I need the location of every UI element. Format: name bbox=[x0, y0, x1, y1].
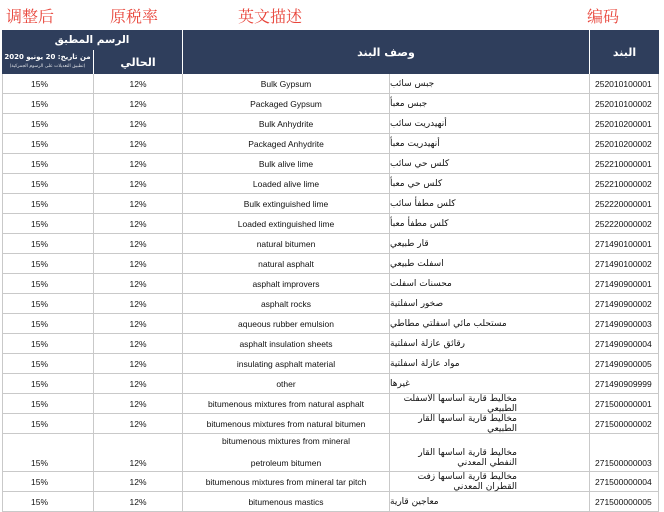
table-row bbox=[2, 74, 659, 94]
item-code-header: البند bbox=[590, 30, 659, 74]
item-code-cell: 271490900002 bbox=[590, 294, 659, 313]
current-rate-cell: 12% bbox=[94, 254, 183, 273]
table-row bbox=[2, 134, 659, 154]
arabic-description-cell: مخاليط قارية اساسها القار النفطي المعدني bbox=[390, 434, 590, 471]
arabic-description-cell: مخاليط قارية اساسها الاسفلت الطبيعي bbox=[390, 394, 590, 413]
adjusted-rate-cell: 15% bbox=[2, 314, 94, 333]
english-description-cell: Packaged Anhydrite bbox=[183, 134, 390, 153]
item-code-cell: 252010200002 bbox=[590, 134, 659, 153]
adjusted-rate-header bbox=[2, 50, 94, 74]
table-row bbox=[2, 274, 659, 294]
current-rate-cell: 12% bbox=[94, 294, 183, 313]
english-description-cell: Loaded extinguished lime bbox=[183, 214, 390, 233]
arabic-description-cell: صخور اسفلتية bbox=[390, 294, 590, 313]
arabic-description-cell: غيرها bbox=[390, 374, 590, 393]
table-row bbox=[2, 174, 659, 194]
applied-fee-header: الرسم المطبق bbox=[2, 30, 183, 50]
adjusted-rate-cell: 15% bbox=[2, 94, 94, 113]
current-rate-cell: 12% bbox=[94, 214, 183, 233]
table-row bbox=[2, 334, 659, 354]
table-row bbox=[2, 394, 659, 414]
adjusted-rate-cell: 15% bbox=[2, 374, 94, 393]
adjusted-rate-cell: 15% bbox=[2, 214, 94, 233]
english-description-line-1: bitumenous mixtures from mineral bbox=[221, 436, 350, 446]
item-code-cell: 252010200001 bbox=[590, 114, 659, 133]
item-code-cell: 252210000002 bbox=[590, 174, 659, 193]
arabic-description-cell: محسنات اسفلت bbox=[390, 274, 590, 293]
english-description-cell: other bbox=[183, 374, 390, 393]
arabic-description-cell: مستحلب مائي اسفلتي مطاطي bbox=[390, 314, 590, 333]
adjusted-rate-cell: 15% bbox=[2, 74, 94, 93]
current-rate-cell: 12% bbox=[94, 314, 183, 333]
arabic-description-cell: أنهيدريت معبأ bbox=[390, 134, 590, 153]
item-code-cell: 271490900005 bbox=[590, 354, 659, 373]
english-description-line-2: petroleum bitumen bbox=[250, 458, 322, 468]
adjusted-rate-cell: 15% bbox=[2, 294, 94, 313]
english-description-cell: asphalt insulation sheets bbox=[183, 334, 390, 353]
current-rate-cell: 12% bbox=[94, 472, 183, 491]
from-date-note: (تطبيق التعديلات على الرسوم الجمركية) bbox=[9, 64, 86, 69]
table-row bbox=[2, 434, 659, 472]
current-rate-cell: 12% bbox=[94, 414, 183, 433]
item-code-cell: 271490900004 bbox=[590, 334, 659, 353]
item-code-cell: 252220000001 bbox=[590, 194, 659, 213]
english-description-cell: Packaged Gypsum bbox=[183, 94, 390, 113]
table-row bbox=[2, 234, 659, 254]
table-row bbox=[2, 214, 659, 234]
english-description-cell: Loaded alive lime bbox=[183, 174, 390, 193]
table-row bbox=[2, 294, 659, 314]
english-description-cell: insulating asphalt material bbox=[183, 354, 390, 373]
item-code-cell: 271490100001 bbox=[590, 234, 659, 253]
annotation-original-rate: 原税率 bbox=[110, 7, 159, 26]
adjusted-rate-cell: 15% bbox=[2, 274, 94, 293]
table-row bbox=[2, 194, 659, 214]
item-code-cell: 271490909999 bbox=[590, 374, 659, 393]
item-code-cell: 271500000005 bbox=[590, 492, 659, 511]
adjusted-rate-cell: 15% bbox=[2, 174, 94, 193]
english-description-cell: bitumenous mastics bbox=[183, 492, 390, 511]
table-row bbox=[2, 154, 659, 174]
arabic-description-cell: كلس مطفأ سائب bbox=[390, 194, 590, 213]
current-rate-cell: 12% bbox=[94, 174, 183, 193]
item-code-cell: 271500000001 bbox=[590, 394, 659, 413]
arabic-description-cell: كلس مطفأ معبأ bbox=[390, 214, 590, 233]
annotation-code: 编码 bbox=[587, 7, 620, 26]
table-row bbox=[2, 414, 659, 434]
english-description-cell: bitumenous mixtures from natural asphalt bbox=[183, 394, 390, 413]
item-code-cell: 252010100002 bbox=[590, 94, 659, 113]
item-code-cell: 252210000001 bbox=[590, 154, 659, 173]
current-rate-cell: 12% bbox=[94, 492, 183, 511]
adjusted-rate-cell: 15% bbox=[2, 434, 94, 471]
table-row bbox=[2, 254, 659, 274]
english-description-cell: Bulk alive lime bbox=[183, 154, 390, 173]
current-rate-cell: 12% bbox=[94, 374, 183, 393]
current-rate-cell: 12% bbox=[94, 134, 183, 153]
adjusted-rate-cell: 15% bbox=[2, 254, 94, 273]
item-code-cell: 271500000002 bbox=[590, 414, 659, 433]
annotation-english-description: 英文描述 bbox=[238, 7, 303, 26]
english-description-cell: Bulk extinguished lime bbox=[183, 194, 390, 213]
table-row bbox=[2, 492, 659, 512]
table-row bbox=[2, 314, 659, 334]
current-rate-cell: 12% bbox=[94, 274, 183, 293]
adjusted-rate-cell: 15% bbox=[2, 154, 94, 173]
arabic-description-cell: كلس حي سائب bbox=[390, 154, 590, 173]
table-row bbox=[2, 114, 659, 134]
arabic-description-cell: قار طبيعي bbox=[390, 234, 590, 253]
adjusted-rate-cell: 15% bbox=[2, 114, 94, 133]
current-rate-cell: 12% bbox=[94, 74, 183, 93]
item-code-cell: 271490900003 bbox=[590, 314, 659, 333]
english-description-cell: asphalt rocks bbox=[183, 294, 390, 313]
current-rate-cell: 12% bbox=[94, 234, 183, 253]
adjusted-rate-cell: 15% bbox=[2, 234, 94, 253]
english-description-cell: aqueous rubber emulsion bbox=[183, 314, 390, 333]
current-rate-cell: 12% bbox=[94, 354, 183, 373]
adjusted-rate-cell: 15% bbox=[2, 414, 94, 433]
adjusted-rate-cell: 15% bbox=[2, 334, 94, 353]
arabic-description-cell: معاجين قارية bbox=[390, 492, 590, 511]
current-rate-header: الحالي bbox=[94, 50, 183, 74]
english-description-cell: bitumenous mixtures from natural bitumen bbox=[183, 414, 390, 433]
from-date-label: من تاريخ: 20 يونيو 2020 bbox=[4, 53, 91, 61]
item-code-cell: 271490900001 bbox=[590, 274, 659, 293]
table-row bbox=[2, 472, 659, 492]
arabic-description-cell: كلس حي معبأ bbox=[390, 174, 590, 193]
current-rate-cell: 12% bbox=[94, 434, 183, 471]
item-code-cell: 271500000004 bbox=[590, 472, 659, 491]
adjusted-rate-cell: 15% bbox=[2, 472, 94, 491]
english-description-cell: natural asphalt bbox=[183, 254, 390, 273]
table-body bbox=[2, 74, 659, 512]
arabic-description-cell: اسفلت طبيعي bbox=[390, 254, 590, 273]
arabic-description-cell: أنهيدريت سائب bbox=[390, 114, 590, 133]
arabic-description-cell: رقائق عازلة اسفلتية bbox=[390, 334, 590, 353]
arabic-description-cell: مواد عازلة اسفلتية bbox=[390, 354, 590, 373]
current-rate-cell: 12% bbox=[94, 194, 183, 213]
item-description-header: وصف البند bbox=[183, 30, 590, 74]
adjusted-rate-cell: 15% bbox=[2, 194, 94, 213]
item-code-cell: 252010100001 bbox=[590, 74, 659, 93]
annotation-adjusted: 调整后 bbox=[6, 7, 55, 26]
current-rate-cell: 12% bbox=[94, 394, 183, 413]
adjusted-rate-cell: 15% bbox=[2, 134, 94, 153]
arabic-description-cell: مخاليط قارية اساسها القار الطبيعي bbox=[390, 414, 590, 433]
current-rate-cell: 12% bbox=[94, 114, 183, 133]
english-description-cell bbox=[183, 434, 390, 471]
english-description-cell: bitumenous mixtures from mineral tar pitch bbox=[183, 472, 390, 491]
current-rate-cell: 12% bbox=[94, 334, 183, 353]
english-description-cell: natural bitumen bbox=[183, 234, 390, 253]
arabic-description-cell: جبس سائب bbox=[390, 74, 590, 93]
tariff-table bbox=[2, 30, 659, 512]
table-row bbox=[2, 354, 659, 374]
adjusted-rate-cell: 15% bbox=[2, 394, 94, 413]
item-code-cell: 271500000003 bbox=[590, 434, 659, 471]
arabic-description-cell: مخاليط قارية اساسها زفت القطران المعدني bbox=[390, 472, 590, 491]
table-row bbox=[2, 94, 659, 114]
arabic-description-cell: جبس معبأ bbox=[390, 94, 590, 113]
english-description-cell: Bulk Anhydrite bbox=[183, 114, 390, 133]
english-description-cell: asphalt improvers bbox=[183, 274, 390, 293]
adjusted-rate-cell: 15% bbox=[2, 354, 94, 373]
table-row bbox=[2, 374, 659, 394]
current-rate-cell: 12% bbox=[94, 94, 183, 113]
item-code-cell: 271490100002 bbox=[590, 254, 659, 273]
current-rate-cell: 12% bbox=[94, 154, 183, 173]
english-description-cell: Bulk Gypsum bbox=[183, 74, 390, 93]
table-header bbox=[2, 30, 659, 74]
adjusted-rate-cell: 15% bbox=[2, 492, 94, 511]
item-code-cell: 252220000002 bbox=[590, 214, 659, 233]
